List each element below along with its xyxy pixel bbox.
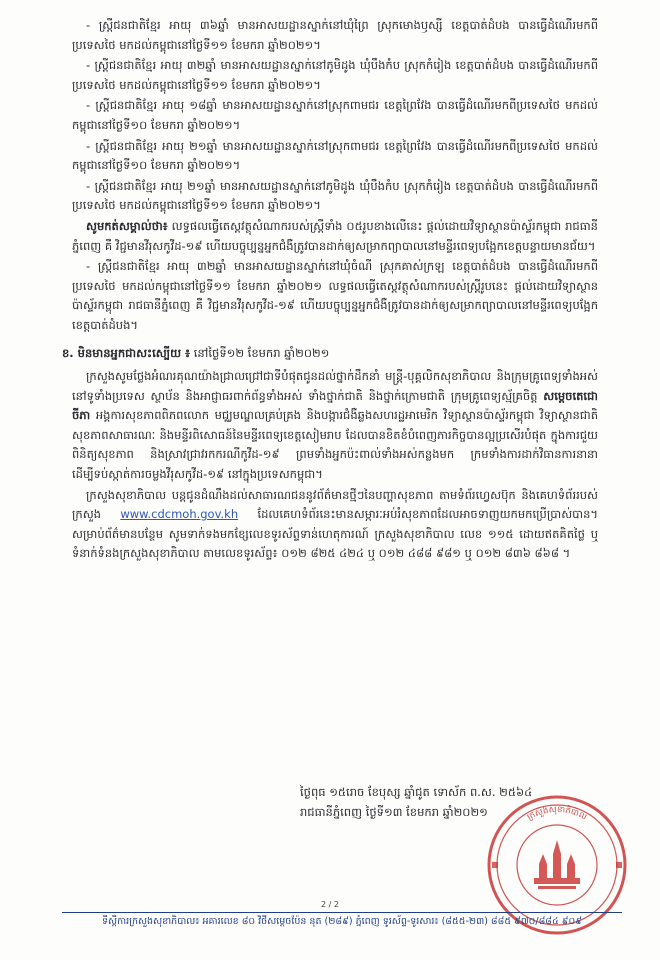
seal-label: ក្រសួងសុខាភិបាល [525, 804, 589, 823]
section-heading-label: ខ. មិនមានអ្នកជាសះស្បើយ ៖ [62, 345, 191, 360]
page-number: 2 / 2 [321, 900, 339, 909]
thanks-paragraph [72, 367, 598, 485]
section-heading-recovered [62, 344, 598, 364]
ministry-address-footer: ទីស្តីការក្រសួងសុខាភិបាល៖ អគារលេខ ៨០ វិថីសម្តេចប៉ែន នុត (២៨៩) ភ្នំពេញ ទូរស័ព្ទ-ទូរសារ៖ (៨៥៥-២៣) ៨៨៥ ៩៧០/៨៨៤ ៩០៩ [102, 916, 582, 927]
lunar-date-line: ថ្ងៃពុធ ១៥រោច ខែបុស្ស ឆ្នាំជូត ទោស័ក ព.ស. ២៥៦៤ [300, 785, 533, 799]
case-paragraph-6: - ស្ត្រីជនជាតិខ្មែរ អាយុ ៣២ឆ្នាំ មានអាសយដ្ឋានស្នាក់នៅឃុំចំណី ស្រុកគាស់ក្រឡ ខេត្តបាត់ដំបង បានធ្វើដំណើរមកពីប្រទេសថៃ មកដល់កម្ពុជានៅថ្ងៃទី១១ ខែមករា ឆ្នាំ២០២១ លទ្ធផលធ្វើតេស្តវត្ថុសំណាករបស់ស្ត្រីរូបនេះ ផ្តល់ដោយវិទ្យាស្ថានប៉ាស្ទ័រកម្ពុជា រាជធានីភ្នំពេញ គឺ វិជ្ជមានវីរុសកូវីដ-១៩ ហើយបច្ចុប្បន្នអ្នកជំងឺត្រូវបានដាក់ឲ្យសម្រាកព្យាបាលនៅមន្ទីរពេទ្យបង្អែកខេត្តបាត់ដំបង។ [72, 259, 598, 332]
info-paragraph [72, 486, 598, 564]
note-label: សូមកត់សម្គាល់ថា៖ [86, 218, 168, 233]
website-link[interactable]: www.cdcmoh.gov.kh [120, 507, 239, 522]
document-body [62, 16, 598, 565]
info-text-part1: ក្រសួងសុខាភិបាល បន្តជូនដំណឹងដល់សាធារណជននូវព័ត៌មានថ្មីៗនៃបញ្ហាសុខភាព តាមទំព័រហ្វេសប៊ុក និងគេហទំព័ររបស់ក្រសួង [72, 487, 598, 522]
note-paragraph [72, 217, 598, 256]
case-paragraph-3: - ស្ត្រីជនជាតិខ្មែរ អាយុ ១៨ឆ្នាំ មានអាសយដ្ឋានស្នាក់នៅស្រុកពាមជរ ខេត្តព្រៃវែង បានធ្វើដំណើរមកពីប្រទេសថៃ មកដល់កម្ពុជានៅថ្ងៃទី១០ ខែមករា ឆ្នាំ២០២១។ [72, 98, 598, 132]
thanks-text-part1: ក្រសួងសូមថ្លែងអំណរគុណយ៉ាងជ្រាលជ្រៅជាទីបំផុតជូនដល់ថ្នាក់ដឹកនាំ មន្ត្រី-បុគ្គលិកសុខាភិបាល និងក្រុមគ្រូពេទ្យទាំងអស់នៅទូទាំងប្រទេស ស្ថាប័ន និងអាជ្ញាធរពាក់ព័ន្ធទាំងអស់ ទាំងថ្នាក់ជាតិ និងថ្នាក់ក្រោមជាតិ ក្រុមគ្រូពេទ្យស្ម័គ្រចិត្ត [72, 369, 598, 403]
info-text-part2: ដែលគេហទំព័រនេះមានសម្ភារៈអប់រំសុខភាពដែលអាចទាញយកមកប្រើប្រាស់បាន។ សម្រាប់ព័ត៌មានបន្ថែម សូមទាក់ទងមកខ្សែលេខទូរស័ព្ទទាន់ហេតុការណ៍ ក្រសួងសុខាភិបាល លេខ ១១៥ ដោយឥតគិតថ្លៃ ឬទំនាក់ទំនងក្រសួងសុខាភិបាល តាមលេខទូរស័ព្ទ៖ ០១២ ៨២៥ ៤២៤ ឬ ០១២ ៤៨៨ ៩៨១ ឬ ០១២ ៨៣៦ ៨៦៨ ។ [72, 507, 598, 561]
footer-divider [62, 912, 622, 913]
thanks-emphasis: សម្តេចតេជោ ចីភា [72, 388, 598, 423]
svg-text:ក្រសួងសុខាភិបាល [526, 804, 589, 823]
angkor-temple-icon [534, 840, 580, 889]
solar-date-line: រាជធានីភ្នំពេញ ថ្ងៃទី១៣ ខែមករា ឆ្នាំ២០២១ [300, 805, 488, 819]
case-paragraph-1: - ស្ត្រីជនជាតិខ្មែរ អាយុ ៣៦ឆ្នាំ មានអាសយដ្ឋានស្នាក់នៅឃុំព្រៃ ស្រុកមោងឫស្សី ខេត្តបាត់ដំបង បានធ្វើដំណើរមកពីប្រទេសថៃ មកដល់កម្ពុជានៅថ្ងៃទី១១ ខែមករា ឆ្នាំ២០២១។ [72, 18, 598, 52]
case-paragraph-4: - ស្ត្រីជនជាតិខ្មែរ អាយុ ២១ឆ្នាំ មានអាសយដ្ឋានស្នាក់នៅស្រុកពាមជរ ខេត្តព្រៃវែង បានធ្វើដំណើរមកពីប្រទេសថៃ មកដល់កម្ពុជានៅថ្ងៃទី១០ ខែមករា ឆ្នាំ២០២១។ [72, 138, 598, 173]
note-text: លទ្ធផលធ្វើតេស្តវត្ថុសំណាករបស់ស្ត្រីទាំង ០៥រូបខាងលើនេះ ផ្តល់ដោយវិទ្យាស្ថានប៉ាស្ទ័រកម្ពុជា រាជធានីភ្នំពេញ គឺ វិជ្ជមានវីរុសកូវីដ-១៩ ហើយបច្ចុប្បន្នអ្នកជំងឺត្រូវបានដាក់ឲ្យសម្រាកព្យាបាលនៅមន្ទីរពេទ្យបង្អែកខេត្តបន្ទាយមានជ័យ។ [72, 218, 598, 253]
section-heading-date: នៅថ្ងៃទី១២ ខែមករា ឆ្នាំ២០២១ [190, 345, 330, 360]
thanks-text-part2: អង្គការសុខភាពពិភពលោក មជ្ឈមណ្ឌលគ្រប់គ្រង និងបង្ការជំងឺឆ្លងសហរដ្ឋអាមេរិក វិទ្យាស្ថានប៉ាស្ទ័រកម្ពុជា វិទ្យាស្ថានជាតិសុខភាពសាធារណៈ និងមន្ទីរពិសោធន៍នៃមន្ទីរពេទ្យខេត្តសៀមរាប ដែលបានខិតខំបំពេញភារកិច្ចបានល្អប្រសើរបំផុត ក្នុងការជួយពិនិត្យសុខភាព និងស្រាវជ្រាវរកករណីកូវីដ-១៩ ព្រមទាំងអ្នកប៉ះពាល់ទាំងអស់កន្លងមក ក្រមទាំងការដាក់វិធានការនានា ដើម្បីទប់ស្កាត់ការចម្លងវីរុសកូវីដ-១៩ នៅក្នុងប្រទេសកម្ពុជា។ [72, 408, 598, 482]
case-paragraph-5: - ស្ត្រីជនជាតិខ្មែរ អាយុ ២១ឆ្នាំ មានអាសយដ្ឋានស្នាក់នៅភូមិដូង ឃុំបឹងកំប ស្រុកកំរៀង ខេត្តបាត់ដំបង បានធ្វើដំណើរមកពីប្រទេសថៃ មកដល់កម្ពុជានៅថ្ងៃទី១១ ខែមករា ឆ្នាំ២០២១។ [72, 178, 598, 213]
case-paragraph-2: - ស្ត្រីជនជាតិខ្មែរ អាយុ ៣២ឆ្នាំ មានអាសយដ្ឋានស្នាក់នៅភូមិដូង ឃុំបឹងកំប ស្រុកកំរៀង ខេត្តបាត់ដំបង បានធ្វើដំណើរមកពីប្រទេសថៃ មកដល់កម្ពុជានៅថ្ងៃទី១១ ខែមករា ឆ្នាំ២០២១។ [72, 58, 598, 92]
